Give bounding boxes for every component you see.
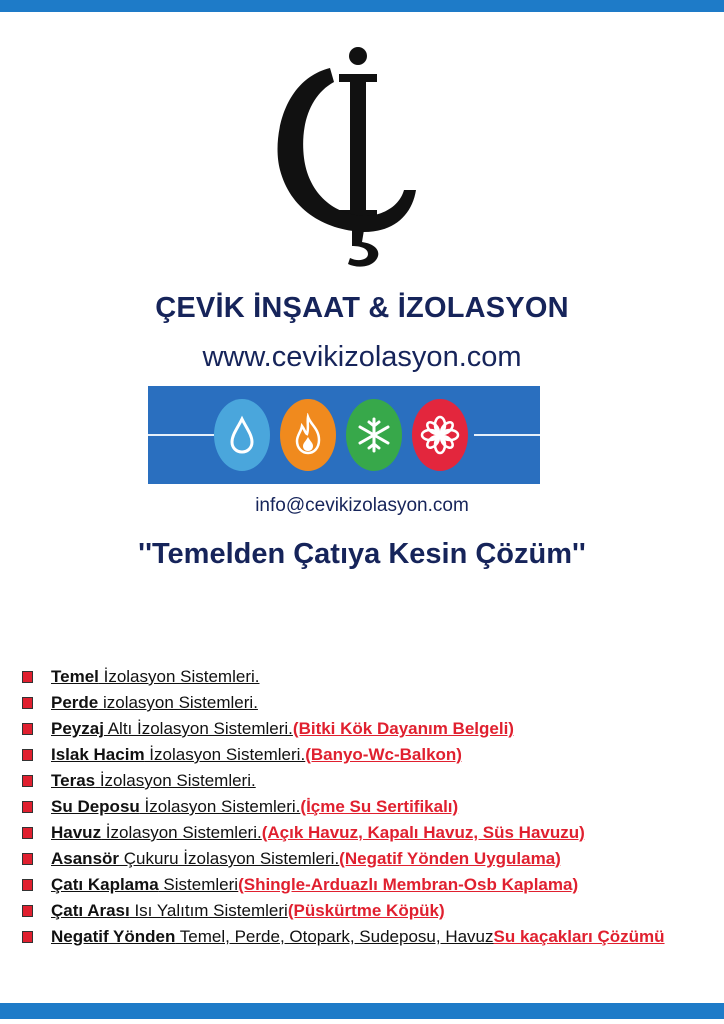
services-list — [22, 664, 712, 950]
service-name: Negatif Yönden — [51, 927, 176, 946]
bullet-icon — [22, 801, 33, 813]
service-name: Peyzaj — [51, 719, 104, 738]
service-name: Su Deposu — [51, 797, 140, 816]
service-item — [22, 664, 712, 690]
service-note: (Negatif Yönden Uygulama) — [339, 849, 561, 868]
slogan: ''Temelden Çatıya Kesin Çözüm'' — [138, 538, 586, 570]
service-desc: izolasyon Sistemleri. — [98, 693, 258, 712]
service-name: Temel — [51, 667, 99, 686]
service-desc: Sistemleri — [158, 875, 239, 894]
service-desc: İzolasyon Sistemleri. — [139, 797, 301, 816]
top-bar — [0, 0, 724, 12]
service-item — [22, 794, 712, 820]
bullet-icon — [22, 697, 33, 709]
water-drop-icon — [214, 399, 270, 471]
website-link[interactable]: www.cevikizolasyon.com — [202, 341, 522, 373]
service-note: (Püskürtme Köpük) — [287, 901, 445, 920]
service-item — [22, 846, 712, 872]
fire-icon — [280, 399, 336, 471]
bottom-bar — [0, 1003, 724, 1019]
snowflake-icon — [346, 399, 402, 471]
service-note: (Açık Havuz, Kapalı Havuz, Süs Havuzu) — [261, 823, 585, 842]
service-note: Su kaçakları Çözümü — [493, 927, 665, 946]
service-item — [22, 742, 712, 768]
bullet-icon — [22, 749, 33, 761]
services-banner — [148, 386, 540, 484]
service-item — [22, 690, 712, 716]
service-item — [22, 820, 712, 846]
service-item — [22, 768, 712, 794]
logo-dot — [349, 47, 367, 65]
service-note: (İçme Su Sertifikalı) — [300, 797, 459, 816]
banner-line-right — [474, 434, 540, 436]
bullet-icon — [22, 853, 33, 865]
bullet-icon — [22, 931, 33, 943]
service-name: Asansör — [51, 849, 120, 868]
service-desc: İzolasyon Sistemleri. — [98, 667, 260, 686]
banner-line-left — [148, 434, 214, 436]
service-name: Çatı Arası — [51, 901, 130, 920]
logo-cedilla — [348, 230, 378, 267]
logo-i-stem — [350, 78, 366, 216]
service-note: (Bitki Kök Dayanım Belgeli) — [292, 719, 514, 738]
service-item — [22, 924, 712, 950]
service-desc: Altı İzolasyon Sistemleri. — [103, 719, 293, 738]
service-note: (Shingle-Arduazlı Membran-Osb Kaplama) — [238, 875, 579, 894]
service-desc: Çukuru İzolasyon Sistemleri. — [119, 849, 340, 868]
logo-c-arc — [278, 68, 416, 232]
service-item — [22, 898, 712, 924]
service-desc: İzolasyon Sistemleri. — [101, 823, 262, 842]
service-desc: Isı Yalıtım Sistemleri — [129, 901, 288, 920]
service-item — [22, 716, 712, 742]
service-item — [22, 872, 712, 898]
service-name: Perde — [51, 693, 99, 712]
service-note: (Banyo-Wc-Balkon) — [305, 745, 462, 764]
bullet-icon — [22, 671, 33, 683]
email-address[interactable]: info@cevikizolasyon.com — [255, 495, 469, 516]
bullet-icon — [22, 723, 33, 735]
bullet-icon — [22, 827, 33, 839]
service-name: Teras — [51, 771, 96, 790]
bullet-icon — [22, 775, 33, 787]
service-name: Islak Hacim — [51, 745, 145, 764]
fan-icon — [412, 399, 468, 471]
company-name: ÇEVİK İNŞAAT & İZOLASYON — [155, 292, 569, 324]
service-desc: İzolasyon Sistemleri. — [95, 771, 256, 790]
service-desc: İzolasyon Sistemleri. — [144, 745, 306, 764]
bullet-icon — [22, 905, 33, 917]
bullet-icon — [22, 879, 33, 891]
company-logo — [272, 40, 422, 270]
service-name: Havuz — [51, 823, 102, 842]
service-desc: Temel, Perde, Otopark, Sudeposu, Havuz — [175, 927, 494, 946]
service-name: Çatı Kaplama — [51, 875, 159, 894]
